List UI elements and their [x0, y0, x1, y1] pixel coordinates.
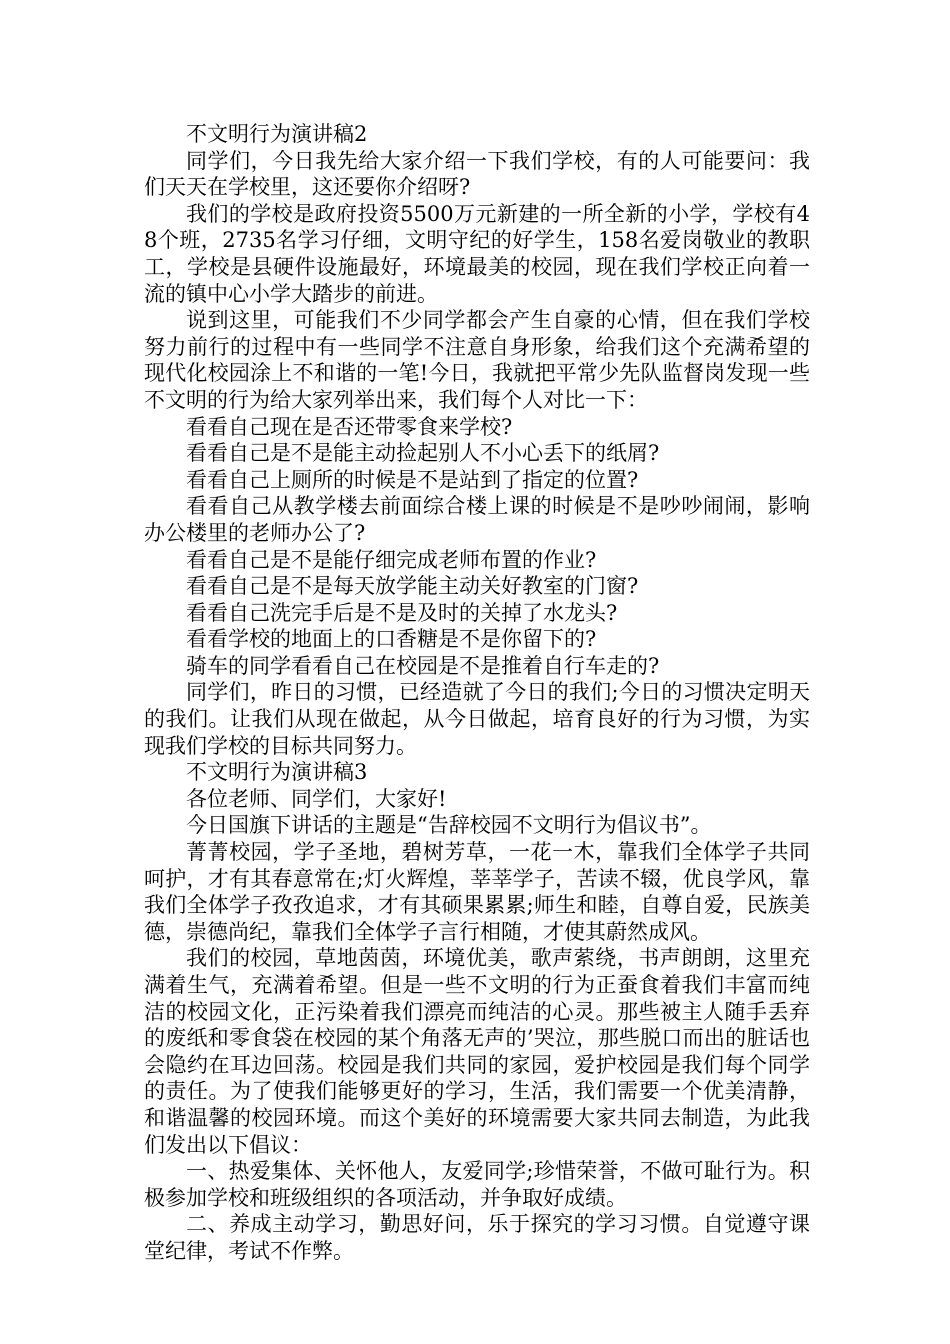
list-item: 看看自己洗完手后是不是及时的关掉了水龙头?	[186, 600, 618, 625]
document-page	[144, 121, 810, 1265]
list-item: 看看学校的地面上的口香糖是不是你留下的?	[186, 627, 597, 652]
paragraph: 同学们，昨日的习惯，已经造就了今日的我们;今日的习惯决定明天的我们。让我们从现在做起，从今日做起，培育良好的行为习惯，为实现我们学校的目标共同努力。	[144, 680, 810, 758]
greeting: 各位老师、同学们，大家好!	[186, 786, 447, 811]
list-item: 看看自己从教学楼去前面综合楼上课的时候是不是吵吵闹闹，影响办公楼里的老师办公了?	[144, 494, 810, 545]
paragraph: 菁菁校园，学子圣地，碧树芳草，一花一木，靠我们全体学子共同呵护，才有其春意常在;灯火辉煌，莘莘学子，苦读不辍，优良学风，靠我们全体学子孜孜追求，才有其硕果累累;师生和睦，自尊自爱，民族美德，崇德尚纪，靠我们全体学子言行相随，才使其蔚然成风。	[144, 840, 810, 944]
paragraph: 我们的学校是政府投资5500万元新建的一所全新的小学，学校有48个班，2735名学习仔细，文明守纪的好学生，158名爱岗敬业的教职工，学校是县硬件设施最好，环境最美的校园，现在我们学校正向着一流的镇中心小学大踏步的前进。	[144, 201, 810, 306]
paragraph: 我们的校园，草地茵茵，环境优美，歌声萦绕，书声朗朗，这里充满着生气，充满着希望。但是一些不文明的行为正蚕食着我们丰富而纯洁的校园文化，正污染着我们漂亮而纯洁的心灵。那些被主人随手丢弃的废纸和零食袋在校园的某个角落无声的’哭泣，那些脱口而出的脏话也会隐约在耳边回荡。校园是我们共同的家园，爱护校园是我们每个同学的责任。为了使我们能够更好的学习，生活，我们需要一个优美清静，和谐温馨的校园环境。而这个美好的环境需要大家共同去制造，为此我们发出以下倡议：	[144, 946, 810, 1157]
list-item: 看看自己现在是否还带零食来学校?	[186, 414, 513, 439]
list-item: 看看自己是不是每天放学能主动关好教室的门窗?	[186, 574, 639, 599]
list-item: 骑车的同学看看自己在校园是不是推着自行车走的?	[186, 653, 660, 678]
list-item: 看看自己上厕所的时候是不是站到了指定的位置?	[186, 467, 639, 492]
paragraph: 同学们，今日我先给大家介绍一下我们学校，有的人可能要问：我们天天在学校里，这还要你介绍呀?	[144, 148, 810, 200]
proposal-item: 二、养成主动学习，勤思好问，乐于探究的学习习惯。自觉遵守课堂纪律，考试不作弊。	[144, 1212, 810, 1263]
proposal-item: 一、热爱集体、关怀他人，友爱同学;珍惜荣誉，不做可耻行为。积极参加学校和班级组织的各项活动，并争取好成绩。	[144, 1159, 810, 1210]
section-title: 不文明行为演讲稿3	[186, 760, 368, 785]
paragraph: 今日国旗下讲话的主题是“告辞校园不文明行为倡议书”。	[186, 813, 712, 838]
list-item: 看看自己是不是能仔细完成老师布置的作业?	[186, 547, 597, 572]
paragraph: 说到这里，可能我们不少同学都会产生自豪的心情，但在我们学校努力前行的过程中有一些同学不注意自身形象，给我们这个充满希望的现代化校园涂上不和谐的一笔!今日，我就把平常少先队监督岗发现一些不文明的行为给大家列举出来，我们每个人对比一下：	[144, 308, 810, 412]
list-item: 看看自己是不是能主动捡起别人不小心丢下的纸屑?	[186, 441, 660, 466]
section-title: 不文明行为演讲稿2	[186, 122, 368, 146]
